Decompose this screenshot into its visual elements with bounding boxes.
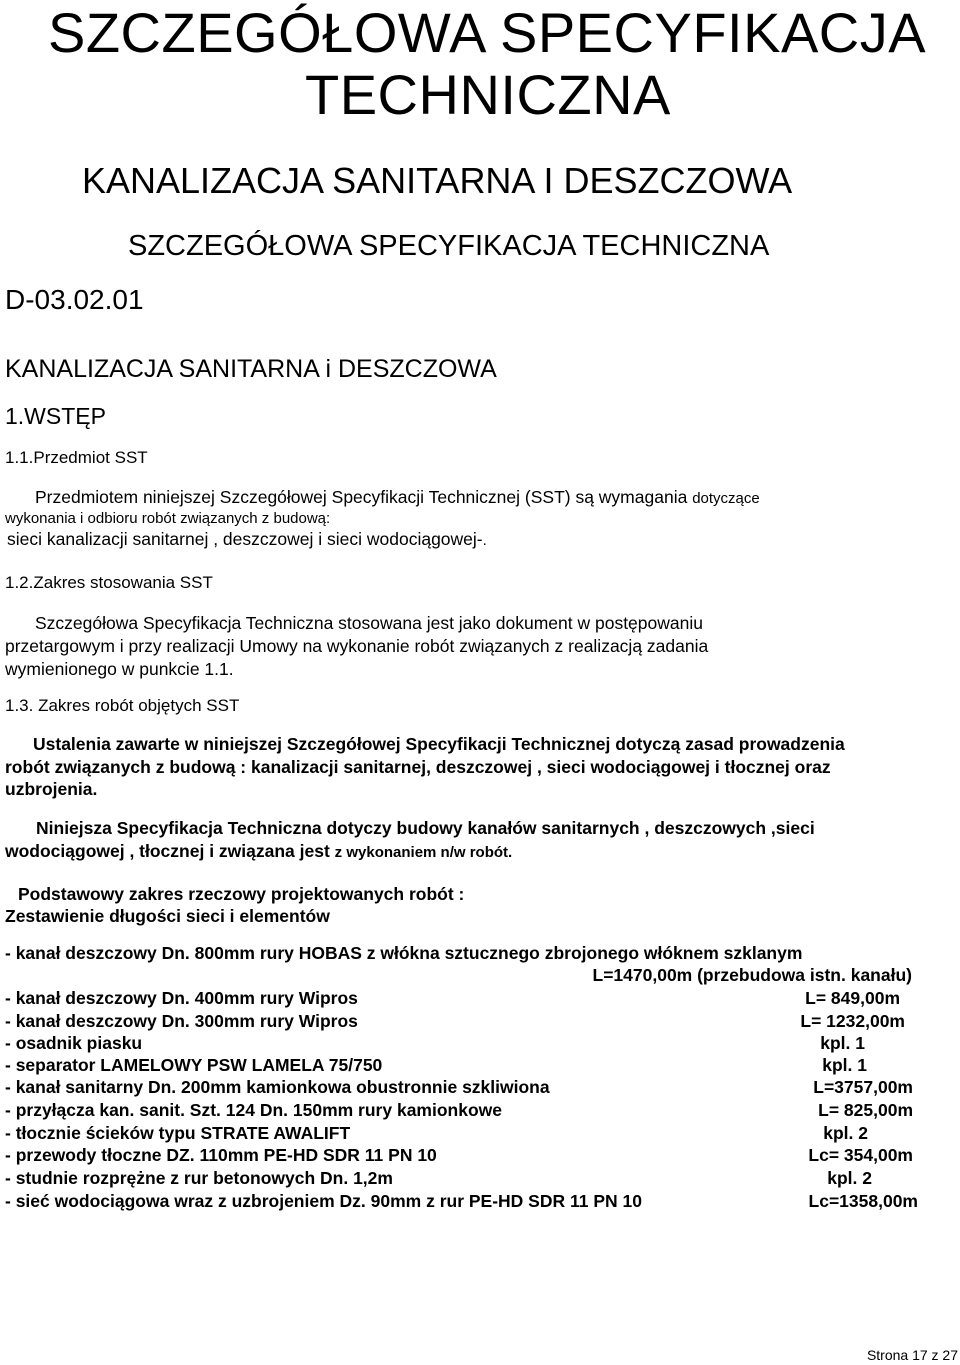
- item-value: L=3757,00m: [813, 1077, 913, 1097]
- item-desc: - kanał deszczowy Dn. 400mm rury Wipros: [5, 988, 358, 1008]
- item-desc: - przewody tłoczne DZ. 110mm PE-HD SDR 11 PN 10: [5, 1145, 437, 1165]
- scope-line2: Zestawienie długości sieci i elementów: [5, 906, 330, 926]
- item-value: kpl. 1: [820, 1033, 865, 1053]
- section-1-3-line2: robót związanych z budową : kanalizacji sanitarnej, deszczowej , sieci wodociągowej i tłocznej oraz: [5, 757, 831, 777]
- section-1-1-line3-end: .: [482, 532, 487, 549]
- page-number: Strona 17 z 27: [866, 1347, 958, 1363]
- section-1-1-line1: [35, 487, 760, 508]
- section-1-3-p2-line2-main: wodociągowej , tłocznej i związana jest: [5, 841, 330, 861]
- intro-heading: 1.WSTĘP: [5, 403, 106, 429]
- item-value: L= 1232,00m: [800, 1011, 905, 1031]
- spec-code: D-03.02.01: [5, 284, 144, 315]
- document-subtitle: KANALIZACJA SANITARNA I DESZCZOWA: [82, 160, 793, 201]
- item-desc: - kanał deszczowy Dn. 800mm rury HOBAS z włókna sztucznego zbrojonego włóknem szklanym: [5, 943, 803, 963]
- item-desc: - tłocznie ścieków typu STRATE AWALIFT: [5, 1123, 351, 1143]
- section-1-1-line1-main: Przedmiotem niniejszej Szczegółowej Specyfikacji Technicznej (SST) są wymagania: [35, 487, 688, 507]
- section-1-1-line3: [7, 529, 487, 550]
- section-1-2-line2: przetargowym i przy realizacji Umowy na wykonanie robót związanych z realizacją zadania: [5, 636, 709, 656]
- section-1-3-p2-line2-small: z wykonaniem n/w robót.: [334, 844, 513, 861]
- item-value: kpl. 1: [822, 1055, 867, 1075]
- item-value: kpl. 2: [823, 1123, 868, 1143]
- section-1-3-heading: 1.3. Zakres robót objętych SST: [5, 696, 240, 715]
- item-value: Lc= 354,00m: [808, 1145, 913, 1165]
- section-1-1-line3-main: sieci kanalizacji sanitarnej , deszczowej i sieci wodociągowej-: [7, 529, 483, 549]
- section-1-2-heading: 1.2.Zakres stosowania SST: [5, 573, 213, 592]
- item-value: Lc=1358,00m: [808, 1191, 918, 1211]
- item-desc: - sieć wodociągowa wraz z uzbrojeniem Dz. 90mm z rur PE-HD SDR 11 PN 10: [5, 1191, 642, 1211]
- item-desc: - kanał sanitarny Dn. 200mm kamionkowa obustronnie szkliwiona: [5, 1077, 550, 1097]
- section-1-1-line1-small: dotyczące: [692, 490, 760, 507]
- spec-name: KANALIZACJA SANITARNA i DESZCZOWA: [5, 355, 497, 383]
- item-value: L=1470,00m (przebudowa istn. kanału): [592, 965, 912, 985]
- item-desc: - osadnik piasku: [5, 1033, 143, 1053]
- spec-title: SZCZEGÓŁOWA SPECYFIKACJA TECHNICZNA: [128, 230, 770, 262]
- scope-line1: Podstawowy zakres rzeczowy projektowanych robót :: [18, 884, 465, 904]
- section-1-3-line3: uzbrojenia.: [5, 779, 98, 799]
- section-1-2-line1: Szczegółowa Specyfikacja Techniczna stosowana jest jako dokument w postępowaniu: [35, 613, 703, 633]
- item-desc: - separator LAMELOWY PSW LAMELA 75/750: [5, 1055, 383, 1075]
- item-desc: - przyłącza kan. sanit. Szt. 124 Dn. 150mm rury kamionkowe: [5, 1100, 502, 1120]
- section-1-1-line2: wykonania i odbioru robót związanych z budową:: [5, 510, 331, 527]
- section-1-2-line3: wymienionego w punkcie 1.1.: [5, 659, 234, 679]
- section-1-3-p2-line1: Niniejsza Specyfikacja Techniczna dotyczy budowy kanałów sanitarnych , deszczowych ,sieci: [36, 818, 815, 838]
- document-title-line2: TECHNICZNA: [305, 63, 671, 126]
- item-value: L= 825,00m: [818, 1100, 913, 1120]
- section-1-1-heading: 1.1.Przedmiot SST: [5, 448, 148, 467]
- section-1-3-p2-line2: [5, 841, 512, 862]
- item-value: L= 849,00m: [805, 988, 900, 1008]
- item-desc: - kanał deszczowy Dn. 300mm rury Wipros: [5, 1011, 358, 1031]
- document-title-line1: SZCZEGÓŁOWA SPECYFIKACJA: [48, 1, 927, 64]
- item-desc: - studnie rozprężne z rur betonowych Dn. 1,2m: [5, 1168, 393, 1188]
- section-1-3-line1: Ustalenia zawarte w niniejszej Szczegółowej Specyfikacji Technicznej dotyczą zasad prowadzenia: [33, 734, 845, 754]
- item-value: kpl. 2: [827, 1168, 872, 1188]
